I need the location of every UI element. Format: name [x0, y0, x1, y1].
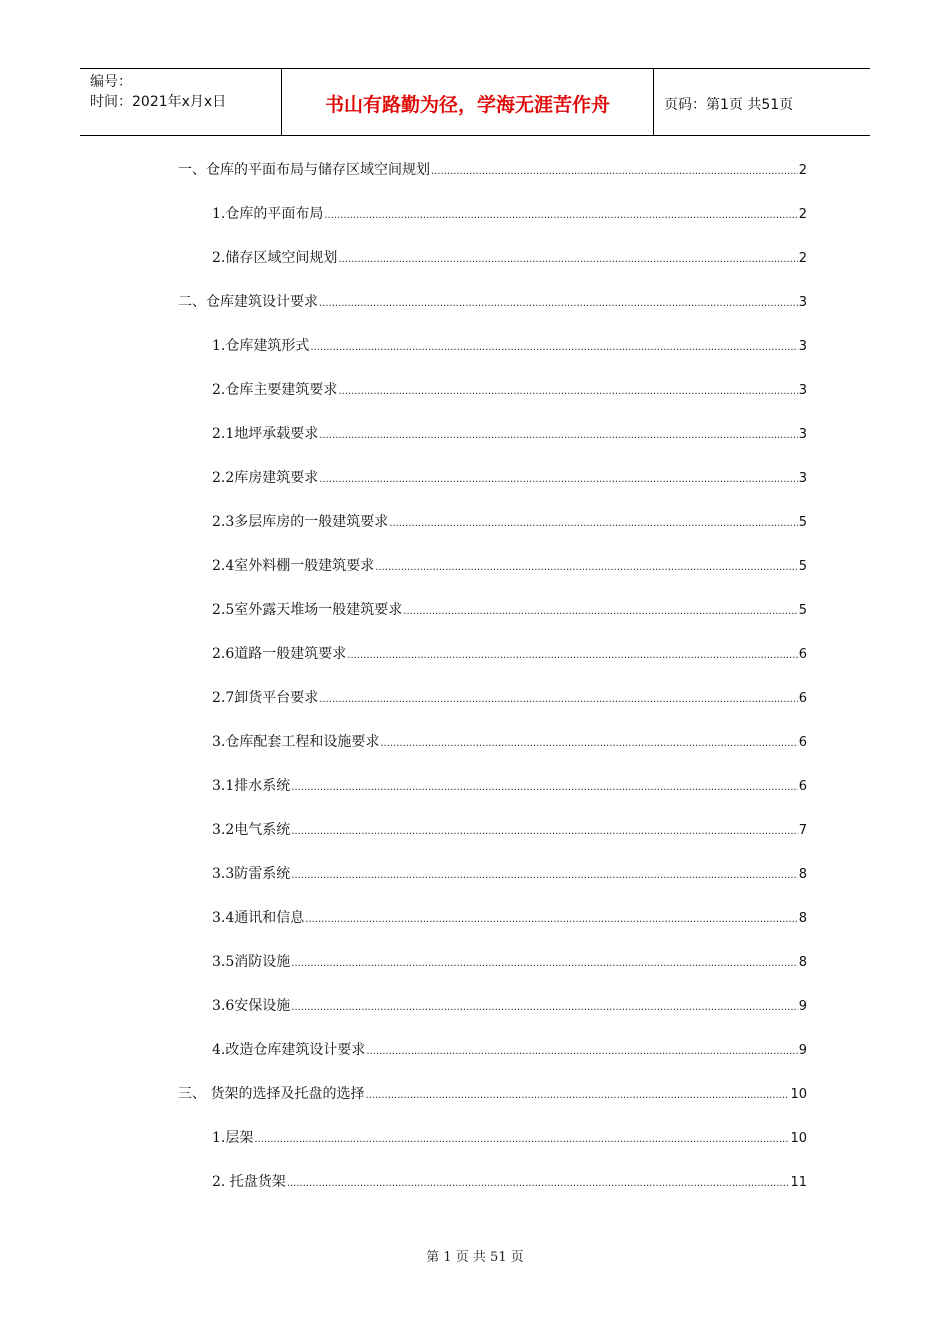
toc-entry-page-number: 2	[798, 163, 807, 178]
toc-entry-page-number: 9	[798, 1043, 807, 1058]
toc-leader-dots	[291, 777, 797, 797]
toc-entry[interactable]	[212, 424, 807, 445]
toc-entry-page-number: 3	[798, 339, 807, 354]
toc-entry-page-number: 8	[798, 955, 807, 970]
toc-entry[interactable]	[212, 336, 807, 357]
toc-entry[interactable]	[212, 864, 807, 885]
toc-entry[interactable]	[212, 820, 807, 841]
toc-entry-title: 3.4通讯和信息	[212, 910, 305, 926]
toc-leader-dots	[291, 997, 797, 1017]
toc-leader-dots	[380, 733, 797, 753]
toc-entry[interactable]	[212, 556, 807, 577]
toc-entry-title: 3.5消防设施	[212, 954, 291, 970]
toc-entry-page-number: 5	[798, 515, 807, 530]
toc-entry-page-number: 11	[790, 1175, 807, 1190]
toc-entry-title: 三、 货架的选择及托盘的选择	[178, 1086, 365, 1102]
toc-entry[interactable]	[212, 996, 807, 1017]
toc-entry[interactable]	[178, 1084, 807, 1105]
header-meta	[80, 69, 282, 135]
toc-leader-dots	[291, 953, 797, 973]
toc-entry[interactable]	[212, 380, 807, 401]
number-label: 编号：	[90, 74, 132, 90]
toc-entry[interactable]	[212, 512, 807, 533]
toc-entry[interactable]	[212, 1128, 807, 1149]
toc-entry-page-number: 5	[798, 559, 807, 574]
toc-leader-dots	[254, 1129, 789, 1149]
toc-entry-title: 2.1地坪承载要求	[212, 426, 319, 442]
toc-leader-dots	[338, 249, 797, 269]
toc-leader-dots	[403, 601, 797, 621]
page-header	[80, 68, 870, 136]
toc-entry-page-number: 6	[798, 691, 807, 706]
toc-entry-title: 2.3多层库房的一般建筑要求	[212, 514, 389, 530]
toc-entry-title: 1.层架	[212, 1130, 254, 1146]
header-motto: 书山有路勤为径，学海无涯苦作舟	[282, 69, 654, 135]
toc-entry-title: 二、仓库建筑设计要求	[178, 294, 318, 310]
toc-entry-page-number: 3	[798, 295, 807, 310]
toc-leader-dots	[375, 557, 797, 577]
toc-entry-title: 2.7卸货平台要求	[212, 690, 319, 706]
toc-entry-page-number: 2	[798, 207, 807, 222]
toc-leader-dots	[319, 469, 797, 489]
toc-leader-dots	[305, 909, 797, 929]
toc-entry-title: 2.5室外露天堆场一般建筑要求	[212, 602, 403, 618]
toc-leader-dots	[287, 1173, 790, 1193]
toc-entry-title: 2.储存区域空间规划	[212, 250, 338, 266]
toc-entry[interactable]	[212, 776, 807, 797]
toc-entry-page-number: 8	[798, 867, 807, 882]
toc-entry[interactable]	[212, 204, 807, 225]
toc-leader-dots	[365, 1085, 789, 1105]
toc-leader-dots	[347, 645, 797, 665]
toc-entry-page-number: 6	[798, 735, 807, 750]
toc-entry-title: 2. 托盘货架	[212, 1174, 286, 1190]
toc-entry-page-number: 3	[798, 471, 807, 486]
toc-leader-dots	[338, 381, 797, 401]
header-page-info: 页码：第1页 共51页	[664, 96, 794, 113]
toc-entry[interactable]	[212, 1172, 807, 1193]
toc-entry-title: 3.1排水系统	[212, 778, 291, 794]
toc-entry[interactable]	[212, 644, 807, 665]
toc-entry-page-number: 8	[798, 911, 807, 926]
toc-entry[interactable]	[178, 160, 807, 181]
toc-entry-page-number: 6	[798, 779, 807, 794]
toc-leader-dots	[319, 425, 797, 445]
toc-entry-page-number: 7	[798, 823, 807, 838]
toc-entry-page-number: 10	[790, 1087, 807, 1102]
toc-entry[interactable]	[212, 600, 807, 621]
toc-entry-title: 1.仓库的平面布局	[212, 206, 324, 222]
toc-entry-page-number: 6	[798, 647, 807, 662]
toc-leader-dots	[291, 821, 797, 841]
page-footer: 第 1 页 共 51 页	[426, 1250, 524, 1265]
toc-entry[interactable]	[212, 248, 807, 269]
toc-entry[interactable]	[212, 952, 807, 973]
toc-leader-dots	[389, 513, 797, 533]
toc-entry-title: 2.6道路一般建筑要求	[212, 646, 347, 662]
toc-entry-page-number: 3	[798, 383, 807, 398]
toc-entry[interactable]	[212, 732, 807, 753]
toc-entry-title: 一、仓库的平面布局与储存区域空间规划	[178, 162, 430, 178]
toc-leader-dots	[431, 161, 798, 181]
toc-entry-title: 1.仓库建筑形式	[212, 338, 310, 354]
toc-entry[interactable]	[212, 1040, 807, 1061]
toc-entry-page-number: 2	[798, 251, 807, 266]
toc-leader-dots	[310, 337, 797, 357]
toc-leader-dots	[366, 1041, 797, 1061]
toc-entry[interactable]	[178, 292, 807, 313]
toc-leader-dots	[319, 293, 798, 313]
toc-entry-page-number: 3	[798, 427, 807, 442]
toc-entry-title: 2.2库房建筑要求	[212, 470, 319, 486]
toc-entry-title: 3.2电气系统	[212, 822, 291, 838]
toc-entry[interactable]	[212, 908, 807, 929]
toc-entry-title: 2.4室外料棚一般建筑要求	[212, 558, 375, 574]
toc-entry-title: 3.3防雷系统	[212, 866, 291, 882]
toc-leader-dots	[291, 865, 797, 885]
toc-entry-title: 3.6安保设施	[212, 998, 291, 1014]
toc-entry[interactable]	[212, 688, 807, 709]
toc-leader-dots	[324, 205, 797, 225]
toc-entry-page-number: 10	[790, 1131, 807, 1146]
toc-entry-page-number: 5	[798, 603, 807, 618]
time-label: 时间：2021年x月x日	[90, 94, 227, 110]
toc-entry-page-number: 9	[798, 999, 807, 1014]
toc-entry-title: 3.仓库配套工程和设施要求	[212, 734, 380, 750]
toc-entry-title: 4.改造仓库建筑设计要求	[212, 1042, 366, 1058]
toc-leader-dots	[319, 689, 797, 709]
toc-entry-title: 2.仓库主要建筑要求	[212, 382, 338, 398]
toc-entry[interactable]	[212, 468, 807, 489]
